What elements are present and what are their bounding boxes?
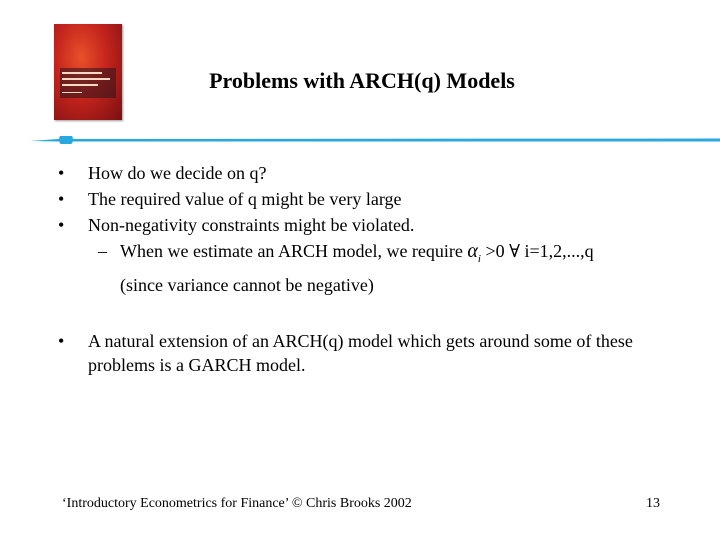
alpha-symbol: $\alpha_i$: [467, 240, 481, 265]
title-divider: [30, 136, 720, 144]
bullet-item: • Non-negativity constraints might be violated.: [58, 212, 680, 238]
bullet-text: Non-negativity constraints might be violated.: [88, 215, 415, 235]
constraint-text: >0 ∀ i=1,2,...,q: [480, 241, 594, 261]
bullet-list: [58, 160, 680, 298]
bullet-item: • How do we decide on q?: [58, 160, 680, 186]
footer-credit: ‘Introductory Econometrics for Finance’ © Chris Brooks 2002: [62, 496, 412, 511]
sub-bullet-item: – When we estimate an ARCH model, we require $\alpha_i >0$ ∀ i=1,2,...,q (since variance cannot be negative): [98, 240, 594, 295]
bullet-item: • The required value of q might be very large: [58, 186, 680, 212]
sub-bullet-text: When we estimate an ARCH model, we require: [120, 241, 463, 261]
slide-title: Problems with ARCH(q) Models: [209, 68, 515, 93]
bullet-item: • A natural extension of an ARCH(q) model which gets around some of these problems is a GARCH model.: [58, 329, 668, 377]
page-number: 13: [646, 496, 660, 511]
bullet-text: The required value of q might be very large: [88, 189, 402, 209]
sub-bullet-note: (since variance cannot be negative): [120, 275, 374, 295]
bullet-text: How do we decide on q?: [88, 163, 267, 183]
slide-title-row: [0, 68, 720, 94]
bullet-text: A natural extension of an ARCH(q) model which gets around some of these problems is a GARCH model.: [88, 331, 633, 375]
